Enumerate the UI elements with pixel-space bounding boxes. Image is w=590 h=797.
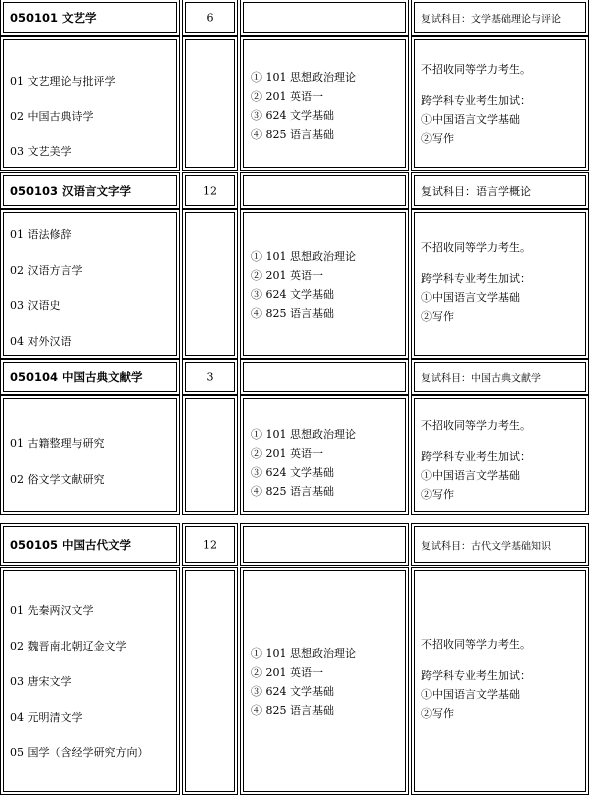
exam-subject: ④ 825 语言基础: [251, 307, 334, 320]
exam-subject: ② 201 英语一: [251, 90, 323, 103]
retest-subject: 复试科目：文学基础理论与评论: [421, 14, 561, 25]
direction-item: 04 元明清文学: [10, 710, 83, 724]
direction-item: 05 国学（含经学研究方向）: [10, 746, 149, 759]
section-1-header-retest: [414, 2, 586, 33]
exam-subject: ① 101 思想政治理论: [251, 647, 356, 660]
direction-item: 03 汉语史: [10, 299, 61, 312]
section-1-empty: [185, 39, 235, 168]
section-1-header-empty: [243, 2, 406, 33]
section-2-header-retest: [414, 175, 586, 206]
section-4-directions: [3, 570, 177, 792]
direction-item: 03 唐宋文学: [10, 675, 72, 688]
note-extra-title: 跨学科专业考生加试：: [421, 94, 531, 107]
quota-value: 12: [203, 538, 217, 551]
note-extra-item: ①中国语言文学基础: [421, 113, 520, 126]
section-1-notes: [414, 39, 586, 168]
exam-subject: ② 201 英语一: [251, 269, 323, 282]
note-extra-item: ①中国语言文学基础: [421, 291, 520, 304]
direction-item: 02 俗文学文献研究: [10, 473, 105, 486]
direction-item: 02 汉语方言学: [10, 263, 83, 277]
section-2-header-empty: [243, 175, 406, 206]
note-restriction: 不招收同等学力考生。: [421, 241, 531, 254]
direction-item: 01 语法修辞: [10, 228, 72, 241]
section-3-header-retest: [414, 362, 586, 392]
note-restriction: 不招收同等学力考生。: [421, 419, 531, 432]
direction-item: 02 魏晋南北朝辽金文学: [10, 639, 127, 653]
exam-subject: ③ 624 文学基础: [251, 685, 334, 698]
section-4-notes: [414, 570, 586, 792]
note-extra-item: ②写作: [421, 707, 454, 720]
exam-subject: ④ 825 语言基础: [251, 704, 334, 717]
exam-subject: ① 101 思想政治理论: [251, 250, 356, 263]
section-3-header-quota: [185, 362, 235, 392]
exam-subject: ② 201 英语一: [251, 447, 323, 460]
section-4-header-quota: [185, 526, 235, 563]
section-1-directions: [3, 39, 177, 168]
note-extra-item: ②写作: [421, 310, 454, 323]
direction-item: 03 文艺美学: [10, 145, 72, 158]
quota-value: 6: [206, 11, 214, 24]
section-3-notes: [414, 398, 586, 512]
direction-item: 01 先秦两汉文学: [10, 604, 94, 617]
note-extra-item: ②写作: [421, 132, 454, 145]
retest-subject: 复试科目：语言学概论: [421, 184, 531, 198]
section-4-header-empty: [243, 526, 406, 563]
section-4-header-retest: [414, 526, 586, 563]
note-extra-item: ①中国语言文学基础: [421, 688, 520, 701]
major-title: 050101 文艺学: [10, 10, 97, 25]
exam-subject: ① 101 思想政治理论: [251, 428, 356, 441]
retest-subject: 复试科目：古代文学基础知识: [421, 541, 551, 552]
note-extra-title: 跨学科专业考生加试：: [421, 272, 531, 285]
direction-item: 04 对外汉语: [10, 334, 72, 348]
exam-subject: ② 201 英语一: [251, 666, 323, 679]
section-1-exams: [243, 39, 406, 168]
major-title: 050104 中国古典文献学: [10, 370, 143, 384]
exam-subject: ③ 624 文学基础: [251, 288, 334, 301]
exam-subject: ④ 825 语言基础: [251, 485, 334, 498]
section-1-header-quota: [185, 2, 235, 33]
section-2-header-quota: [185, 175, 235, 206]
exam-subject: ③ 624 文学基础: [251, 109, 334, 122]
exam-subject: ① 101 思想政治理论: [251, 71, 356, 84]
note-extra-item: ①中国语言文学基础: [421, 469, 520, 482]
section-2-directions: [3, 212, 177, 356]
section-2-header-code: [3, 175, 177, 206]
section-1-header-code: [3, 2, 177, 33]
section-3-empty: [185, 398, 235, 512]
direction-item: 01 古籍整理与研究: [10, 437, 105, 450]
section-2-notes: [414, 212, 586, 356]
note-extra-item: ②写作: [421, 488, 454, 501]
section-4-exams: [243, 570, 406, 792]
major-title: 050103 汉语言文字学: [10, 183, 132, 198]
quota-value: 12: [203, 184, 217, 197]
note-restriction: 不招收同等学力考生。: [421, 638, 531, 651]
retest-subject: 复试科目：中国古典文献学: [421, 373, 541, 385]
section-2-exams: [243, 212, 406, 356]
section-3-exams: [243, 398, 406, 512]
exam-subject: ④ 825 语言基础: [251, 128, 334, 141]
section-3-header-empty: [243, 362, 406, 392]
section-3-header-code: [3, 362, 177, 392]
section-2-empty: [185, 212, 235, 356]
note-restriction: 不招收同等学力考生。: [421, 63, 531, 76]
direction-item: 01 文艺理论与批评学: [10, 75, 116, 88]
major-title: 050105 中国古代文学: [10, 537, 132, 552]
section-4-empty: [185, 570, 235, 792]
direction-item: 02 中国古典诗学: [10, 110, 94, 123]
section-3-directions: [3, 398, 177, 512]
exam-subject: ③ 624 文学基础: [251, 466, 334, 479]
note-extra-title: 跨学科专业考生加试：: [421, 669, 531, 682]
note-extra-title: 跨学科专业考生加试：: [421, 450, 531, 463]
section-4-header-code: [3, 526, 177, 563]
quota-value: 3: [206, 370, 214, 384]
